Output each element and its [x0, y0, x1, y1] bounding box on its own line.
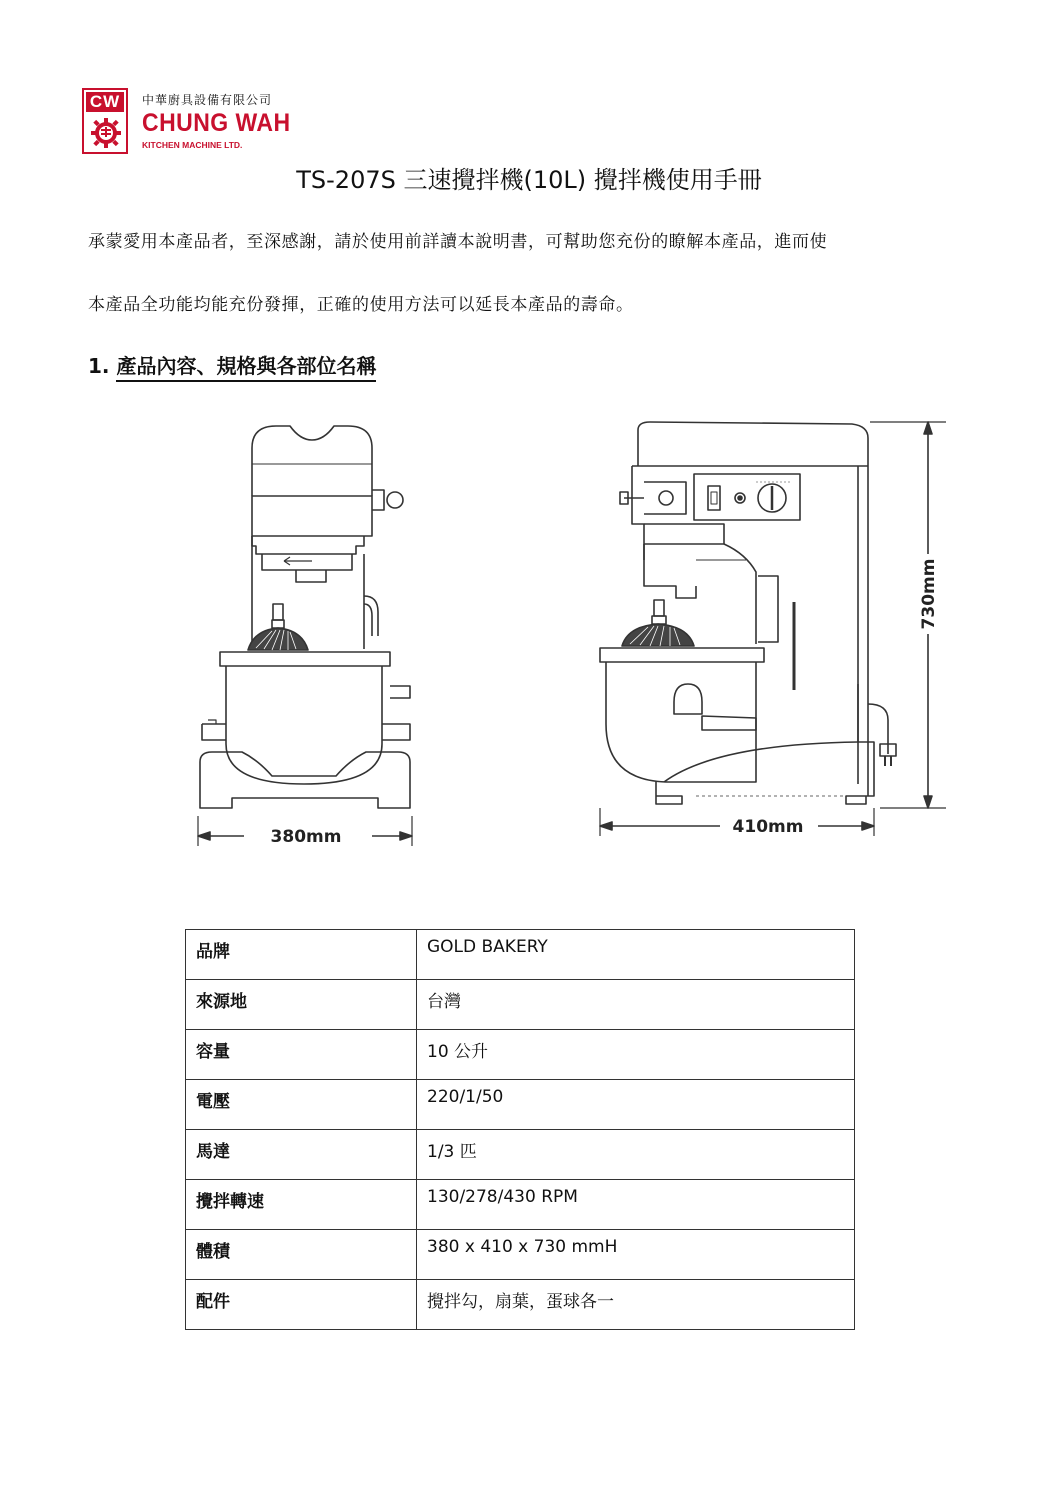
table-row — [186, 980, 855, 1030]
logo-mark: CW — [86, 92, 124, 112]
spec-value: 攪拌勾，扇葉，蛋球各一 — [417, 1280, 855, 1330]
logo-emblem — [82, 88, 128, 154]
table-row — [186, 1030, 855, 1080]
document-title: TS-207S 三速攪拌機(10L) 攪拌機使用手冊 — [296, 166, 762, 194]
spec-value: GOLD BAKERY — [417, 930, 855, 980]
spec-label: 攪拌轉速 — [186, 1180, 417, 1230]
spec-label: 品牌 — [186, 930, 417, 980]
table-row — [186, 930, 855, 980]
mixer-diagram — [186, 404, 946, 864]
company-logo — [82, 88, 292, 158]
company-subtitle: KITCHEN MACHINE LTD. — [142, 140, 243, 150]
spec-label: 容量 — [186, 1030, 417, 1080]
spec-table — [185, 929, 855, 1330]
company-name-en: CHUNG WAH — [142, 109, 291, 137]
spec-value: 380 x 410 x 730 mmH — [417, 1230, 855, 1280]
spec-label: 馬達 — [186, 1130, 417, 1180]
table-row — [186, 1180, 855, 1230]
gear-icon — [90, 115, 122, 149]
height-dimension-label: 730mm — [919, 558, 939, 630]
spec-value: 220/1/50 — [417, 1080, 855, 1130]
section-heading — [88, 350, 376, 379]
spec-label: 電壓 — [186, 1080, 417, 1130]
spec-value: 台灣 — [417, 980, 855, 1030]
side-view — [600, 422, 946, 836]
company-name-zh: 中華廚具設備有限公司 — [142, 93, 273, 107]
spec-label: 配件 — [186, 1280, 417, 1330]
depth-dimension-label: 410mm — [732, 817, 804, 837]
table-row — [186, 1280, 855, 1330]
intro-line-1: 承蒙愛用本產品者，至深感謝，請於使用前詳讀本說明書，可幫助您充份的瞭解本產品，進而使 — [88, 232, 828, 252]
front-view — [198, 426, 412, 846]
table-row — [186, 1080, 855, 1130]
section-number: 1. — [88, 354, 110, 378]
spec-value: 10 公升 — [417, 1030, 855, 1080]
table-row — [186, 1230, 855, 1280]
spec-label: 體積 — [186, 1230, 417, 1280]
spec-value: 1/3 匹 — [417, 1130, 855, 1180]
spec-label: 來源地 — [186, 980, 417, 1030]
table-row — [186, 1130, 855, 1180]
spec-value: 130/278/430 RPM — [417, 1180, 855, 1230]
width-dimension-label: 380mm — [270, 827, 342, 847]
intro-line-2: 本產品全功能均能充份發揮，正確的使用方法可以延長本產品的壽命。 — [88, 295, 634, 315]
section-title: 產品內容、規格與各部位名稱 — [116, 354, 376, 382]
